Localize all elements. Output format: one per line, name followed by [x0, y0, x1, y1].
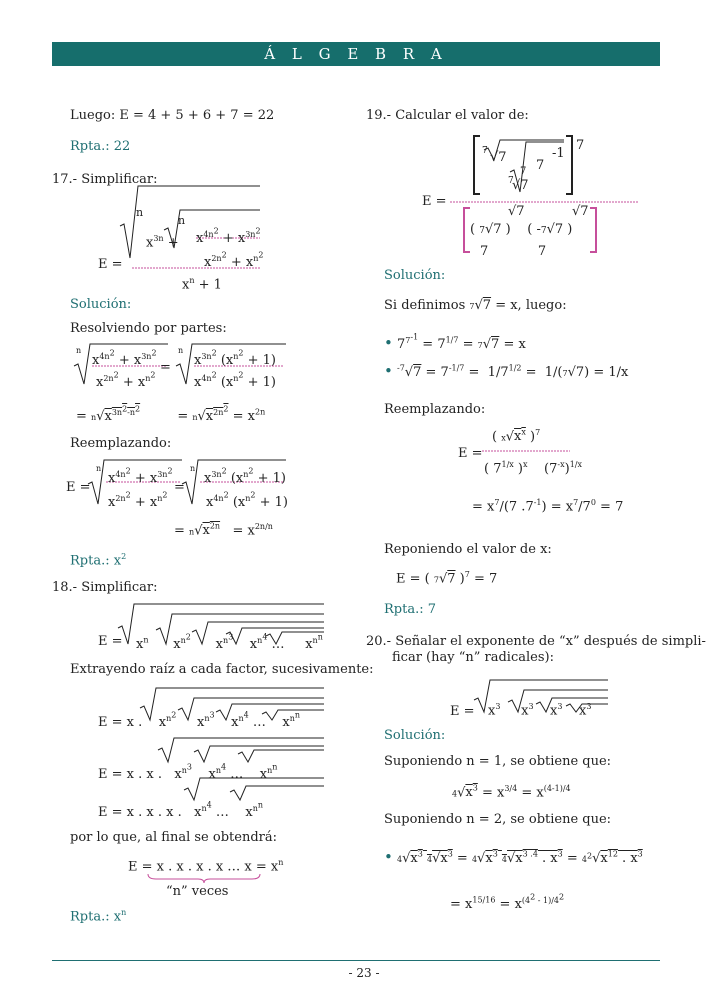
answer-17: Rpta.: $x^2$ [70, 552, 127, 569]
step-19-2: • $^{-7}√7 = 7^{-1/7} = 1/7^{1/2} = 1/(7√7) = 1/x$ [384, 362, 629, 380]
problem-17-heading: 17.- Simplificar: [52, 172, 158, 187]
problem-18-heading: 18.- Simplificar: [52, 580, 158, 595]
problem-20-heading-2: ficar (hay “n” radicales): [392, 650, 554, 665]
p17-inner-numerator: $x^{4n^2} + x^{3n^2}$ [196, 226, 261, 246]
p17-e-label: E = [98, 257, 123, 272]
part-a-index: n [76, 346, 82, 355]
reponiendo-text: Reponiendo el valor de x: [384, 542, 552, 557]
reemp19-den: ( $7^{1/x}$ )$^x$ $(7^{-x})^{1/x}$ [484, 460, 582, 477]
extraction-1: E = x . $x^{n^2}$ $x^{n^3}$ $x^{n^4}$ … $x^{n^n}$ [98, 710, 301, 730]
part-a-numerator: $x^{4n^2} + x^{3n^2}$ [92, 348, 157, 368]
extraction-2: E = x . x . $x^{n^3}$ $x^{n^4}$ … $x^{n^n}$ [98, 762, 278, 782]
reemp19-num: ( $x√x^x$ )$^7$ [492, 428, 541, 445]
case-2-eq: • $4√x^3$ $4√x^3 = 4√x^3$ $4√x^{3 .4}$ . $x^3 = 4^2√x^{12}$ . $x^3$ [384, 848, 643, 866]
reemplazo-a-den: $x^{2n^2} + x^{n^2}$ [108, 490, 168, 510]
final-product: E = x . x . x . x … $x = x^n$ [128, 858, 284, 875]
part-a-denominator: $x^{2n^2} + x^{n^2}$ [96, 370, 156, 390]
p17-inner-index: n [178, 214, 186, 227]
p20-e: E = [450, 704, 475, 719]
reemp19-eq: E = [458, 446, 483, 461]
solution-19-label: Solución: [384, 268, 446, 283]
resolviendo-text: Resolviendo por partes: [70, 321, 227, 336]
underbrace [146, 872, 262, 884]
p19-num-d: √7 [512, 178, 529, 193]
p19-num-a: √7 [490, 150, 507, 165]
si-definimos: Si definimos 7√7 = x, luego: [384, 298, 567, 313]
part-b-index: n [178, 346, 184, 355]
p17-x3n: $x^{3n}$ + [146, 234, 179, 251]
problem-19-heading: 19.- Calcular el valor de: [366, 108, 529, 123]
reponiendo-eq: E = ( 7√7 )$^7$ = 7 [396, 570, 498, 587]
problem-19-formula-shapes [440, 132, 640, 262]
p17-outer-index: n [136, 206, 144, 219]
suponiendo-2: Suponiendo n = 2, se obtiene que: [384, 812, 612, 827]
p19-den-top: √7 [508, 204, 525, 219]
p19-idx-a: 7 [482, 146, 488, 156]
p19-num-b: -1 [552, 146, 565, 161]
reemplazo-index-a: n [96, 464, 102, 473]
reemplazo-a-num: $x^{4n^2} + x^{3n^2}$ [108, 466, 173, 486]
part-b-numerator: $x^{3n^2}$ $(x^{n^2} + 1)$ [194, 348, 276, 368]
step-19-1: • $7^{7^{-1}} = 7^{1/7} = 7√7 = x$ [384, 332, 526, 352]
solution-20-label: Solución: [384, 728, 446, 743]
p18-e: E = [98, 634, 123, 649]
p18-terms: $x^n$ $x^{n^2}$ $x^{n^3}$ $x^{n^4}$ … $x^{n^n}$ [136, 632, 323, 652]
answer-19: Rpta.: 7 [384, 602, 436, 617]
p19-den-top-b: √7 [572, 204, 589, 219]
p19-outer-exp: 7 [576, 138, 585, 153]
suponiendo-1: Suponiendo n = 1, se obtiene que: [384, 754, 612, 769]
p19-denominator: ( 7√7 ) ( -7√7 ) [470, 222, 573, 237]
p19-e: E = [422, 194, 447, 209]
reemplazo-b-num: $x^{3n^2}$ $(x^{n^2} + 1)$ [204, 466, 286, 486]
reemplazando-19: Reemplazando: [384, 402, 486, 417]
reemplazo-eq: = [174, 480, 185, 495]
footer-rule [52, 960, 660, 961]
answer-18: Rpta.: $x^n$ [70, 908, 127, 925]
part-eq: = [160, 360, 171, 375]
solution-17-label: Solución: [70, 297, 132, 312]
extraction-3: E = x . x . x . $x^{n^4}$ … $x^{n^n}$ [98, 800, 263, 820]
p19-num-e: 7 [520, 166, 527, 177]
page-number: - 23 - [348, 966, 380, 980]
extraction-radicals [138, 682, 328, 802]
p17-inner-denominator: $x^{2n^2} + x^{n^2}$ [204, 250, 264, 270]
extrayendo-text: Extrayendo raíz a cada factor, sucesivamente: [70, 662, 374, 677]
answer-16: Rpta.: 22 [70, 139, 131, 154]
por-lo-que-text: por lo que, al final se obtendrá: [70, 830, 277, 845]
reemplazo-index-b: n [190, 464, 196, 473]
luego-line: Luego: E = 4 + 5 + 6 + 7 = 22 [70, 108, 275, 123]
n-veces-label: “n” veces [166, 884, 229, 899]
p17-outer-denominator: $x^n + 1$ [182, 276, 222, 293]
p19-idx-b: 7 [508, 176, 514, 186]
page-header: Á L G E B R A [52, 42, 660, 66]
p19-num-c: 7 [536, 158, 545, 173]
case-1-eq: $4√x^3 = x^{3/4} = x^{(4-1)/4}$ [452, 784, 571, 801]
part-b-denominator: $x^{4n^2}$ $(x^{n^2} + 1)$ [194, 370, 276, 390]
reemp19-result: = $x^7/(7$ $.7^{-1}) = x^7/7^0 = 7$ [472, 498, 624, 515]
part-result: = $n√x^{3n^2-n^2}$ = $n√x^{2n^2} = x^{2n}$ [76, 404, 266, 424]
reemplazo-e: E = [66, 480, 91, 495]
p19-den-bottom: 7 7 [480, 244, 547, 259]
reemplazando-label: Reemplazando: [70, 436, 172, 451]
case-2-result: = $x^{15/16} = x^{(4^2 - 1)/4^2}$ [450, 892, 565, 912]
reemplazo-result: = $n√x^{2n} = x^{2n/n}$ [174, 522, 273, 539]
p20-terms: $x^3$ $x^3$ $x^3$ $x^3$ [488, 702, 592, 719]
problem-20-heading: 20.- Señalar el exponente de “x” después de simpli- [366, 634, 706, 649]
reemplazo-b-den: $x^{4n^2}$ $(x^{n^2} + 1)$ [206, 490, 288, 510]
